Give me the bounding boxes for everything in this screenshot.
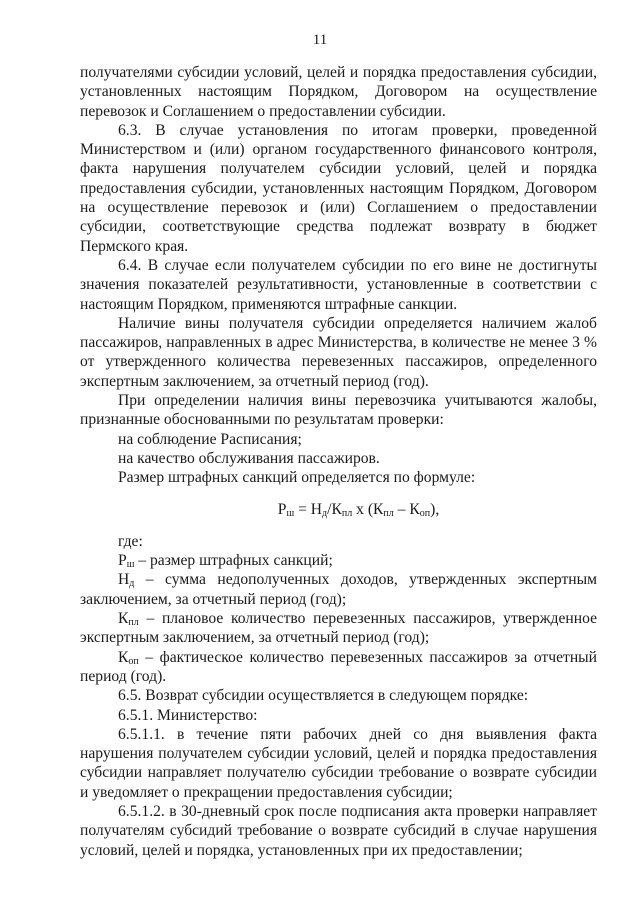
paragraph-guilt: Наличие вины получателя субсидии определяется наличием жалоб пассажиров, направленных в адрес Министерства, в количестве не менее 3 % от утвержденного количества перевезенных пассажиров, определенного экспертным заключением, за отчетный период (год). xyxy=(80,314,597,390)
paragraph-6-3: 6.3. В случае установления по итогам проверки, проведенной Министерством и (или) органом государственного финансового контроля, факта нарушения получателем субсидии условий, целей и порядка предоставления субсидии, установленных настоящим Порядком, Договором на осуществление перевозок и (или) Соглашением о предоставлении субсидии, соответствующие средства подлежат возврату в бюджет Пермского края. xyxy=(80,121,597,255)
paragraph-6-5-1: 6.5.1. Министерство: xyxy=(118,706,258,724)
paragraph-6-4: 6.4. В случае если получателем субсидии по его вине не достигнуты значения показателей результативности, установленные в соответствии с настоящим Порядком, применяются штрафные санкции. xyxy=(80,256,597,313)
list-item-schedule: на соблюдение Расписания; xyxy=(118,430,302,448)
definition-k-op: $К_{оп}$ – фактическое количество перевезенных пассажиров за отчетный период (год). xyxy=(80,648,597,685)
where-label: где: xyxy=(118,532,143,550)
definition-n-d: $Н_д$ – сумма недополученных доходов, утвержденных экспертным заключением, за отчетный период (год); xyxy=(80,571,597,608)
penalty-formula: $Р_ш = Н_д/К_{пл}$ х $(К_{пл} - К_{оп})$, xyxy=(277,500,440,519)
paragraph-6-5-1-2: 6.5.1.2. в 30-дневный срок после подписания акта проверки направляет получателям субсидий требование о возврате субсидий в случае нарушения условий, целей и порядка, установленных при их предоставлении; xyxy=(80,802,597,859)
definition-p-sh: $Р_ш$ – размер штрафных санкций; xyxy=(118,552,333,571)
paragraph-6-5: 6.5. Возврат субсидии осуществляется в следующем порядке: xyxy=(118,687,529,705)
page-number: 11 xyxy=(312,32,328,48)
paragraph-continuation: получателями субсидии условий, целей и порядка предоставления субсидии, установленных настоящим Порядком, Договором на осуществление перевозок и Соглашением о предоставлении субсидии. xyxy=(80,64,597,120)
paragraph-6-5-1-1: 6.5.1.1. в течение пяти рабочих дней со дня выявления факта нарушения получателем субсидии условий, целей и порядка предоставления субсидии направляет получателю субсидии требование о возврате субсидии и уведомляет о прекращении предоставления субсидии; xyxy=(80,725,597,801)
paragraph-formula-intro: Размер штрафных санкций определяется по формуле: xyxy=(118,469,476,487)
definition-k-pl: $К_{пл}$ – плановое количество перевезенных пассажиров, утвержденное экспертным заключением, за отчетный период (год); xyxy=(80,610,597,647)
list-item-quality: на качество обслуживания пассажиров. xyxy=(118,449,380,467)
paragraph-complaints: При определении наличия вины перевозчика учитываются жалобы, признанные обоснованными по результатам проверки: xyxy=(80,392,597,429)
document-body xyxy=(80,63,597,860)
